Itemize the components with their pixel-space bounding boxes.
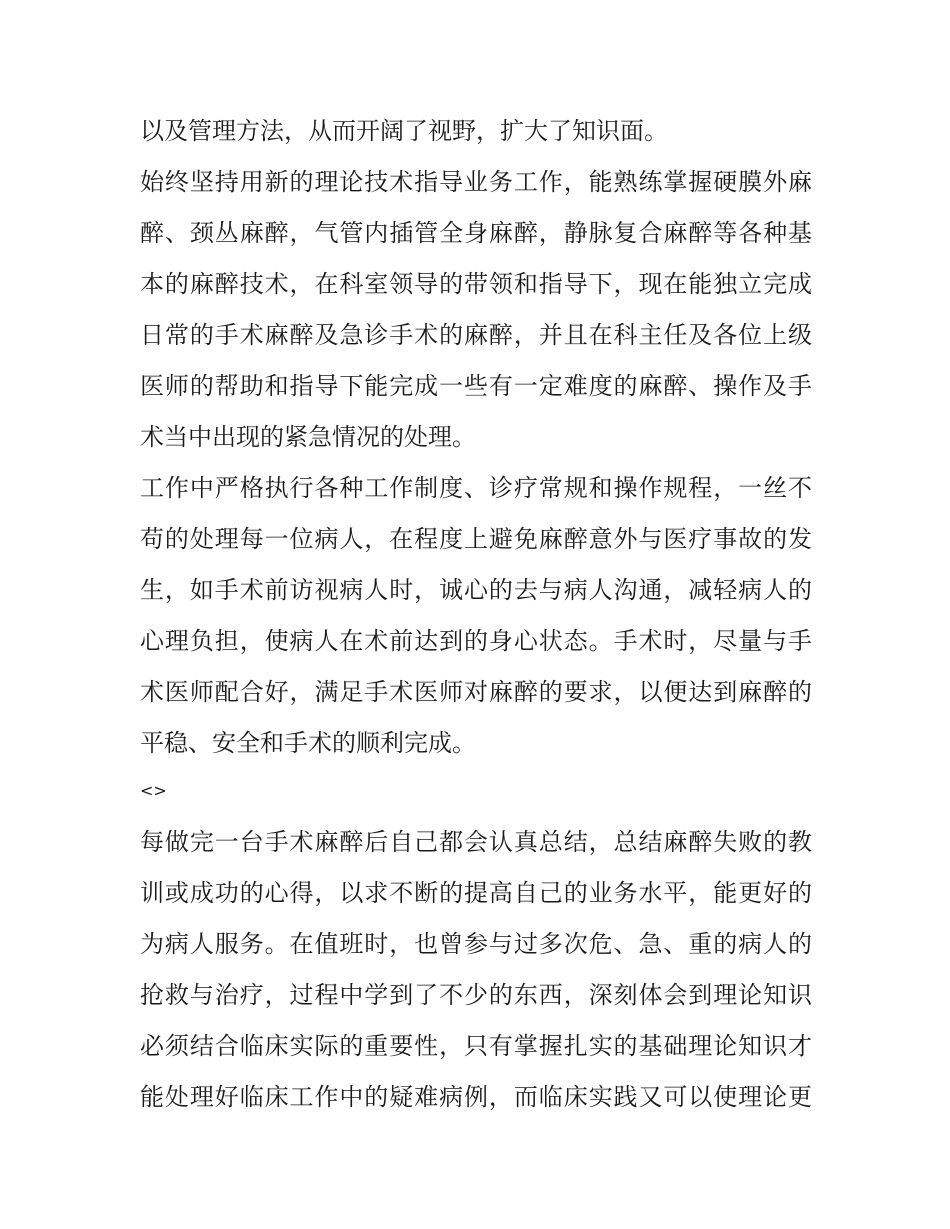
text-line: 每做完一台手术麻醉后自己都会认真总结，总结麻醉失败的教: [140, 828, 812, 856]
text-line: 医师的帮助和指导下能完成一些有一定难度的麻醉、操作及手: [140, 372, 812, 400]
text-line: 日常的手术麻醉及急诊手术的麻醉，并且在科主任及各位上级: [140, 321, 812, 349]
paragraph: [140, 463, 812, 769]
text-line: 心理负担，使病人在术前达到的身心状态。手术时，尽量与手: [140, 627, 812, 655]
text-line: 苟的处理每一位病人，在程度上避免麻醉意外与医疗事故的发: [140, 525, 812, 553]
text-line: 平稳、安全和手术的顺利完成。: [140, 729, 476, 757]
text-line: 为病人服务。在值班时，也曾参与过多次危、急、重的病人的: [140, 930, 812, 958]
text-line: 能处理好临床工作中的疑难病例，而临床实践又可以使理论更: [140, 1083, 812, 1111]
document-body: [140, 106, 812, 1123]
text-line: 必须结合临床实际的重要性，只有掌握扎实的基础理论知识才: [140, 1032, 812, 1060]
text-line: 始终坚持用新的理论技术指导业务工作，能熟练掌握硬膜外麻: [140, 168, 812, 196]
text-line: 生，如手术前访视病人时，诚心的去与病人沟通，减轻病人的: [140, 576, 812, 604]
text-line: 醉、颈丛麻醉，气管内插管全身麻醉，静脉复合麻醉等各种基: [140, 219, 812, 247]
paragraph: [140, 817, 812, 1123]
text-line: 抢救与治疗，过程中学到了不少的东西，深刻体会到理论知识: [140, 981, 812, 1009]
text-line: 训或成功的心得，以求不断的提高自己的业务水平，能更好的: [140, 879, 812, 907]
text-line: 术当中出现的紧急情况的处理。: [140, 423, 476, 451]
paragraph: [140, 106, 812, 157]
text-line: 工作中严格执行各种工作制度、诊疗常规和操作规程，一丝不: [140, 474, 812, 502]
text-line: 以及管理方法，从而开阔了视野，扩大了知识面。: [140, 117, 668, 145]
text-line: 本的麻醉技术，在科室领导的带领和指导下，现在能独立完成: [140, 270, 812, 298]
spacer: [140, 809, 812, 817]
paragraph: [140, 157, 812, 463]
section-marker: <>: [140, 781, 167, 800]
text-line: 术医师配合好，满足手术医师对麻醉的要求，以便达到麻醉的: [140, 678, 812, 706]
